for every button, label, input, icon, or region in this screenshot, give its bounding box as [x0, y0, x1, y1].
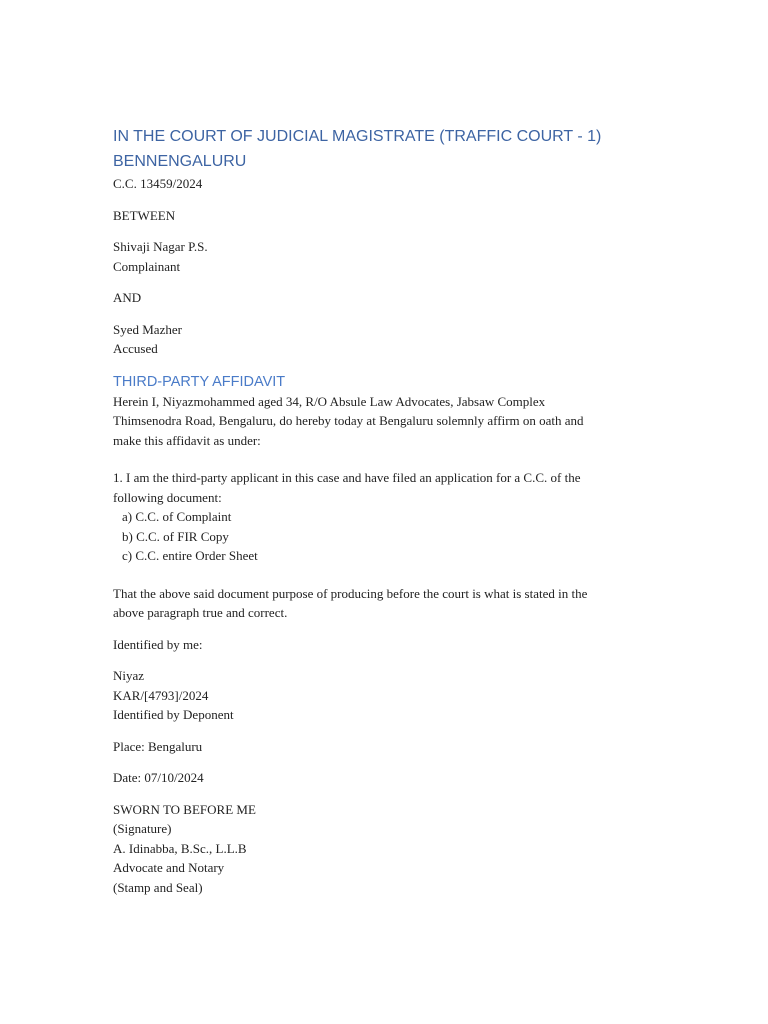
- affidavit-intro: [113, 392, 673, 451]
- identifier-block: [113, 666, 673, 725]
- court-heading: [113, 124, 673, 174]
- signature-placeholder: (Signature): [113, 821, 172, 836]
- complainant-role: Complainant: [113, 258, 181, 274]
- affidavit-title: THIRD-PARTY AFFIDAVIT: [113, 373, 286, 390]
- document-list-item: b) C.C. of FIR Copy: [122, 528, 229, 544]
- statement-line-2: above paragraph true and correct.: [113, 605, 288, 620]
- point-1-line-1: 1. I am the third-party applicant in this case and have filed an application for a C.C. of the: [113, 470, 581, 485]
- identifier-enrolment: KAR/[4793]/2024: [113, 687, 209, 703]
- stamp-placeholder: (Stamp and Seal): [113, 879, 203, 895]
- notary-title: Advocate and Notary: [113, 860, 225, 875]
- point-1-line-2: following document:: [113, 489, 222, 505]
- intro-line-3: make this affidavit as under:: [113, 432, 261, 448]
- statement-line-1: That the above said document purpose of producing before the court is what is stated in the: [113, 585, 588, 601]
- document-list-item: a) C.C. of Complaint: [122, 509, 232, 524]
- notary-name: A. Idinabba, B.Sc., L.L.B: [113, 840, 247, 856]
- court-heading-line1: IN THE COURT OF JUDICIAL MAGISTRATE (TRAFFIC COURT - 1): [113, 128, 602, 145]
- case-number: C.C. 13459/2024: [113, 176, 203, 191]
- intro-line-1: Herein I, Niyazmohammed aged 34, R/O Absule Law Advocates, Jabsaw Complex: [113, 393, 546, 409]
- statement: [113, 584, 673, 623]
- place-line: Place: Bengaluru: [113, 738, 203, 754]
- accused-role: Accused: [113, 341, 158, 356]
- sworn-line-1: SWORN TO BEFORE ME: [113, 801, 256, 817]
- accused-name: Syed Mazher: [113, 321, 182, 337]
- document-list-item: c) C.C. entire Order Sheet: [122, 548, 258, 563]
- identified-by-label: Identified by me:: [113, 636, 203, 652]
- sworn-block: [113, 800, 673, 898]
- accused-block: [113, 320, 673, 359]
- complainant-name: Shivaji Nagar P.S.: [113, 239, 208, 254]
- complainant-block: [113, 237, 673, 276]
- identifier-name: Niyaz: [113, 668, 145, 683]
- point-1: [113, 468, 673, 566]
- between-label: BETWEEN: [113, 207, 176, 223]
- date-line: Date: 07/10/2024: [113, 770, 204, 785]
- identifier-role: Identified by Deponent: [113, 707, 234, 722]
- and-label: AND: [113, 290, 142, 305]
- court-heading-line2: BENNENGALURU: [113, 153, 247, 170]
- affidavit-document: [113, 124, 673, 897]
- intro-line-2: Thimsenodra Road, Bengaluru, do hereby today at Bengaluru solemnly affirm on oath and: [113, 413, 584, 428]
